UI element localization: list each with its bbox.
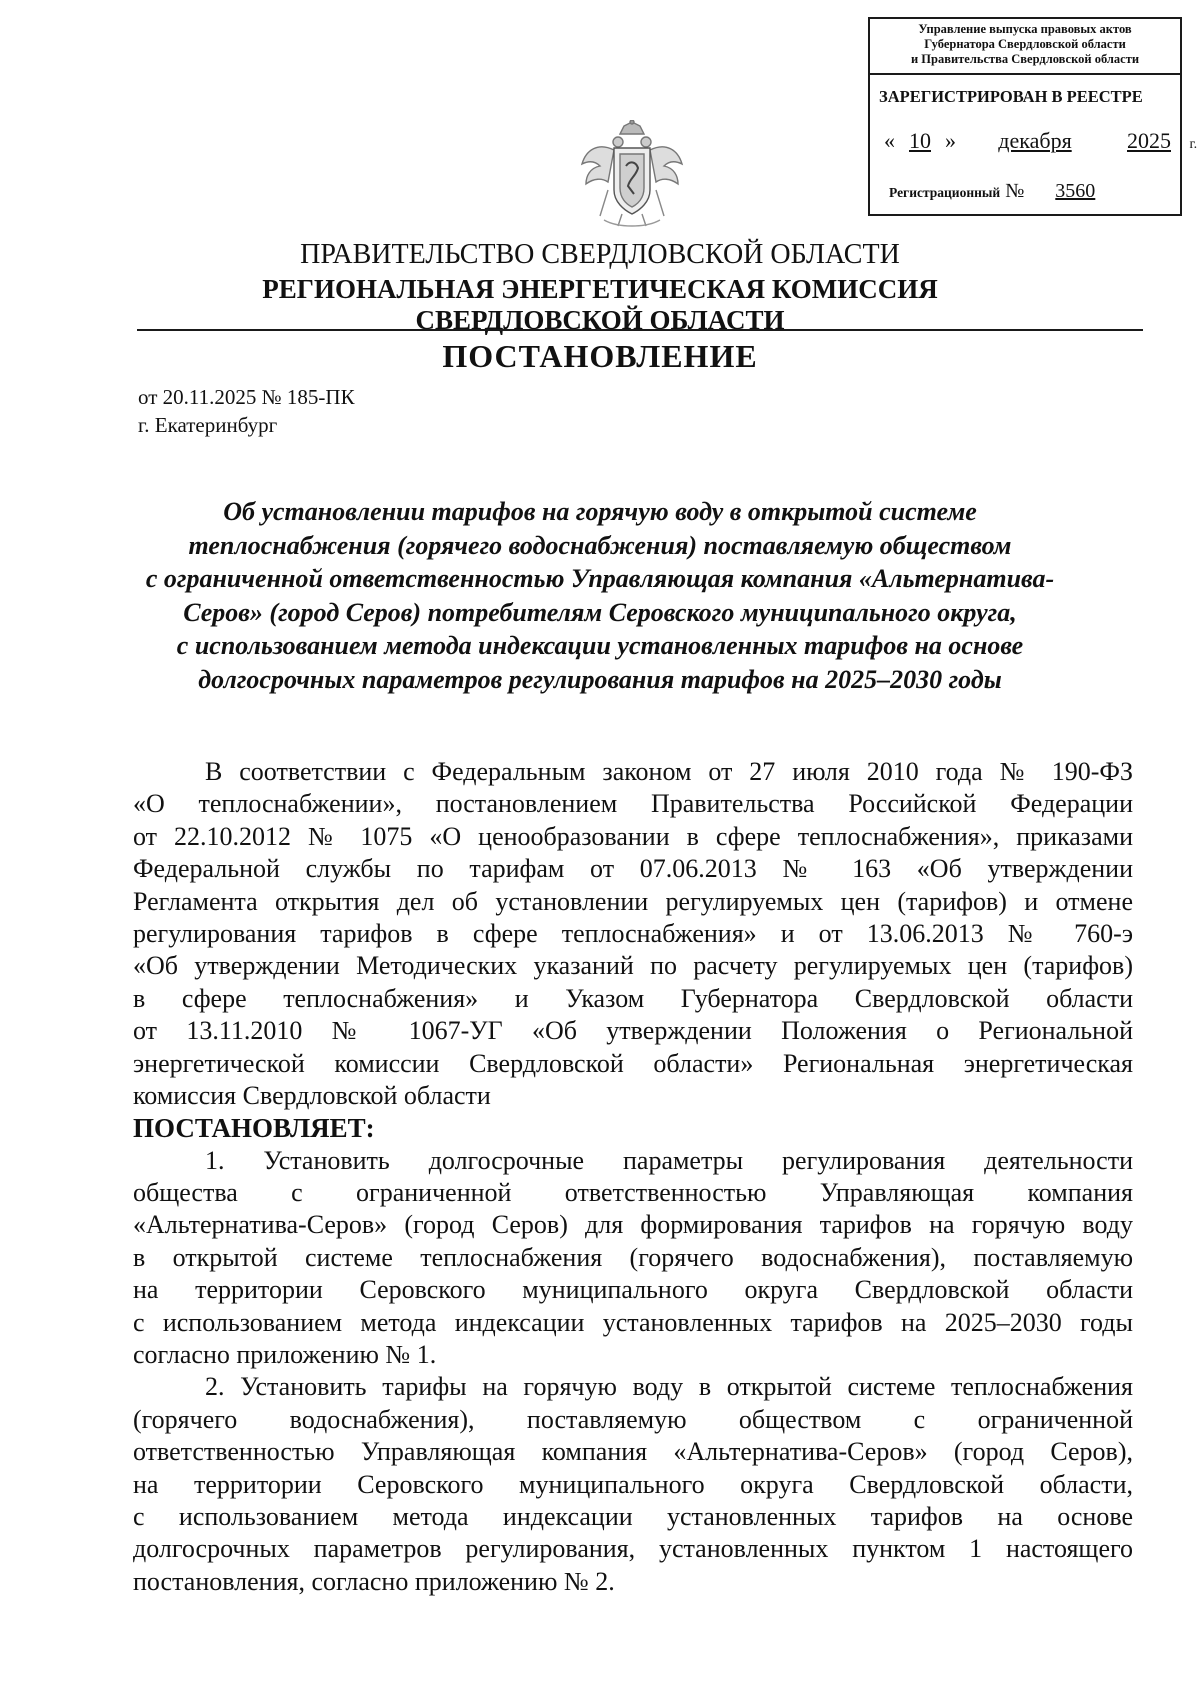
- document-date-number: от 20.11.2025 № 185-ПК: [138, 385, 355, 409]
- preamble-line: регулирования тарифов в сфере теплоснабжения» и от 13.06.2013 № 760-э: [133, 918, 1133, 948]
- preamble-line: энергетической комиссии Свердловской области» Региональная энергетическая: [133, 1048, 1133, 1078]
- preamble-line: от 13.11.2010 № 1067-УГ «Об утверждении Положения о Региональной: [133, 1016, 1133, 1046]
- item2-line: с использованием метода индексации установленных тарифов на основе: [133, 1501, 1133, 1531]
- registry-stamp: [868, 17, 1198, 216]
- coat-of-arms-icon: [578, 120, 686, 230]
- stamp-month: декабря: [998, 128, 1072, 153]
- document-subject: [120, 495, 1080, 697]
- preamble-line: «О теплоснабжении», постановлением Правительства Российской Федерации: [133, 789, 1133, 819]
- preamble-line: «Об утверждении Методических указаний по расчету регулируемых цен (тарифов): [133, 951, 1133, 981]
- stamp-reg-number-label: Регистрационный: [889, 185, 1001, 200]
- item1-line: 1. Установить долгосрочные параметры регулирования деятельности: [205, 1145, 1133, 1175]
- stamp-year-suffix: г.: [1189, 137, 1198, 152]
- item1-line: общества с ограниченной ответственностью Управляющая компания: [133, 1178, 1133, 1208]
- preamble-line: комиссия Свердловской области: [133, 1080, 491, 1110]
- subject-line: Об установлении тарифов на горячую воду в открытой системе: [223, 497, 977, 526]
- preamble-line: В соответствии с Федеральным законом от 27 июля 2010 года № 190-ФЗ: [205, 757, 1133, 786]
- stamp-number-sign: №: [1005, 180, 1025, 202]
- item2-line: (горячего водоснабжения), поставляемую обществом с ограниченной: [133, 1404, 1133, 1434]
- stamp-header: [870, 19, 1180, 75]
- commission-title-line2: СВЕРДЛОВСКОЙ ОБЛАСТИ: [415, 305, 785, 335]
- item1-line: согласно приложению № 1.: [133, 1340, 437, 1370]
- preamble-line: в сфере теплоснабжения» и Указом Губернатора Свердловской области: [133, 983, 1133, 1013]
- preamble-line: Регламента открытия дел об установлении регулируемых цен (тарифов) и отмене: [133, 886, 1133, 916]
- stamp-header-line: Управление выпуска правовых актов: [918, 22, 1132, 36]
- item1-line: в открытой системе теплоснабжения (горячего водоснабжения), поставляемую: [133, 1242, 1133, 1272]
- stamp-reg-number: [889, 180, 1121, 203]
- subject-line: теплоснабжения (горячего водоснабжения) поставляемую обществом: [188, 530, 1012, 560]
- commission-title-line1: РЕГИОНАЛЬНАЯ ЭНЕРГЕТИЧЕСКАЯ КОМИССИЯ: [262, 274, 938, 304]
- stamp-header-line: и Правительства Свердловской области: [910, 52, 1140, 66]
- stamp-day: 10: [909, 128, 931, 153]
- subject-line: с ограниченной ответственностью Управляющая компания «Альтернатива-: [145, 564, 1055, 594]
- subject-line: долгосрочных параметров регулирования тарифов на 2025–2030 годы: [198, 664, 1002, 694]
- stamp-close-quote: »: [945, 128, 956, 153]
- resolves-heading: ПОСТАНОВЛЯЕТ:: [133, 1113, 375, 1144]
- item1-line: «Альтернатива-Серов» (город Серов) для формирования тарифов на горячую воду: [133, 1210, 1133, 1240]
- document-body: [133, 756, 1133, 1598]
- stamp-date: [884, 128, 1197, 154]
- item1-line: с использованием метода индексации установленных тарифов на 2025–2030 годы: [133, 1307, 1133, 1337]
- item2-line: 2. Установить тарифы на горячую воду в открытой системе теплоснабжения: [205, 1372, 1133, 1402]
- item1-line: на территории Серовского муниципального округа Свердловской области: [133, 1275, 1133, 1305]
- stamp-reg-number-value: 3560: [1055, 180, 1096, 202]
- subject-line: Серов» (город Серов) потребителям Серовского муниципального округа,: [183, 597, 1017, 627]
- subject-line: с использованием метода индексации установленных тарифов на основе: [176, 631, 1024, 661]
- preamble-line: от 22.10.2012 № 1075 «О ценообразовании в сфере теплоснабжения», приказами: [133, 821, 1133, 851]
- preamble-line: Федеральной службы по тарифам от 07.06.2013 № 163 «Об утверждении: [133, 854, 1133, 884]
- item2-line: на территории Серовского муниципального округа Свердловской области,: [133, 1469, 1133, 1499]
- header-divider: [137, 329, 1143, 331]
- item2-line: долгосрочных параметров регулирования, установленных пунктом 1 настоящего: [133, 1534, 1133, 1564]
- document-type-title: ПОСТАНОВЛЕНИЕ: [442, 338, 758, 374]
- stamp-registered-label: ЗАРЕГИСТРИРОВАН В РЕЕСТРЕ: [879, 87, 1143, 106]
- government-title: ПРАВИТЕЛЬСТВО СВЕРДЛОВСКОЙ ОБЛАСТИ: [300, 239, 900, 270]
- stamp-open-quote: «: [884, 128, 895, 153]
- item2-line: ответственностью Управляющая компания «Альтернатива-Серов» (город Серов),: [133, 1437, 1133, 1467]
- item2-line: постановления, согласно приложению № 2.: [133, 1566, 615, 1596]
- document-city: г. Екатеринбург: [138, 413, 278, 437]
- stamp-header-line: Губернатора Свердловской области: [924, 37, 1126, 51]
- stamp-year: 2025: [1127, 128, 1171, 153]
